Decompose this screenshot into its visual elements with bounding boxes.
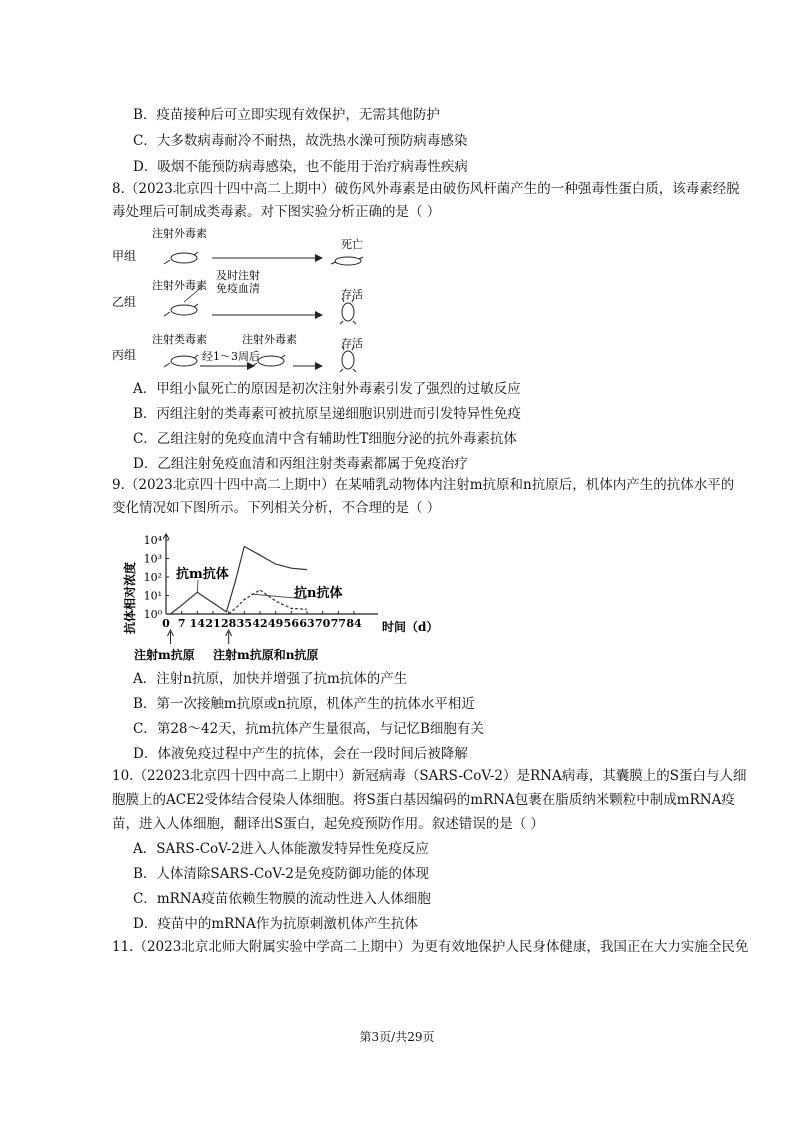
q10-stem-line3: 苗，进入人体细胞，翻译出S蛋白，起免疫预防作用。叙述错误的是（ ） (112, 816, 545, 832)
y-tick-label: 10² (143, 571, 162, 584)
g2-serum-line1: 及时注射 (216, 269, 260, 282)
x-tick-label: 35 (236, 617, 252, 630)
q10-option-a: A．SARS-CoV-2进入人体能激发特异性免疫反应 (133, 841, 429, 857)
g2-mouse-icon (164, 304, 198, 316)
x-tick-label: 14 (189, 617, 205, 630)
x-tick-label: 7 (177, 617, 186, 630)
x-tick-label: 77 (330, 617, 346, 630)
q8-option-a: A．甲组小鼠死亡的原因是初次注射外毒素引发了强烈的过敏反应 (133, 381, 521, 397)
g3-after-weeks: 经1～3周后 (202, 350, 260, 363)
g1-mouse-icon (164, 252, 198, 264)
g3-inject-toxoid: 注射类毒素 (152, 333, 207, 346)
group-jia-label: 甲组 (112, 249, 137, 263)
page-footer: 第3页/共29页 (359, 1030, 435, 1044)
x-tick-label: 70 (315, 617, 331, 630)
x-tick-label: 0 (162, 617, 170, 630)
g1-result-dead: 死亡 (341, 238, 363, 251)
q8-stem-line1: 8.（2023北京四十四中高二上期中）破伤风外毒素是由破伤风杆菌产生的一种强毒性蛋白质，该毒素经脱 (112, 181, 740, 197)
x-tick-label: 84 (346, 617, 362, 630)
q9-stem-line1: 9.（2023北京四十四中高二上期中）在某哺乳动物体内注射m抗原和n抗原后，机体内产生的抗体水平的 (112, 477, 735, 493)
x-tick-label: 63 (299, 617, 315, 630)
q8-option-d: D．乙组注射免疫血清和丙组注射类毒素都属于免疫治疗 (133, 456, 468, 472)
g3-result-alive: 存活 (341, 337, 363, 350)
y-tick-label: 10⁴ (143, 534, 162, 547)
q10-option-c: C．mRNA疫苗依赖生物膜的流动性进入人体细胞 (133, 891, 431, 907)
y-tick-label: 10³ (143, 552, 162, 566)
q7-option-c: C．大多数病毒耐冷不耐热，故洗热水澡可预防病毒感染 (133, 133, 468, 149)
q8-experiment-diagram (108, 222, 408, 372)
q11-stem-line1: 11.（2023北京北师大附属实验中学高二上期中）为更有效地保护人民身体健康，我国正在大力实施全民免 (112, 939, 749, 955)
q10-stem-line1: 10.（22023北京四十四中高二上期中）新冠病毒（SARS-CoV-2）是RNA病毒，其囊膜上的S蛋白与人细 (112, 768, 747, 784)
group-yi-label: 乙组 (112, 295, 137, 309)
g2-inject-exotoxin: 注射外毒素 (152, 279, 207, 292)
x-tick-label: 21 (205, 617, 221, 630)
q9-option-a: A．注射n抗原，加快并增强了抗m抗体的产生 (133, 671, 408, 687)
antibody-chart (116, 524, 446, 669)
q7-option-b: B．疫苗接种后可立即实现有效保护，无需其他防护 (133, 107, 440, 123)
q9-stem-line2: 变化情况如下图所示。下列相关分析，不合理的是（ ） (112, 500, 441, 516)
q7-option-d: D．吸烟不能预防病毒感染，也不能用于治疗病毒性疾病 (133, 159, 468, 175)
q8-stem-line2: 毒处理后可制成类毒素。对下图实验分析正确的是（ ） (112, 204, 441, 220)
series-label-anti-n: 抗n抗体 (294, 586, 343, 601)
y-tick-label: 10¹ (143, 589, 162, 603)
inject-mn-arrow (226, 630, 232, 644)
q8-option-c: C．乙组注射的免疫血清中含有辅助性T细胞分泌的抗外毒素抗体 (133, 431, 517, 447)
q10-option-b: B．人体清除SARS-CoV-2是免疫防御功能的体现 (133, 866, 430, 882)
q8-option-b: B．丙组注射的类毒素可被抗原呈递细胞识别进而引发特异性免疫 (133, 406, 521, 422)
x-tick-label: 28 (221, 617, 237, 630)
q10-option-d: D．疫苗中的mRNA作为抗原刺激机体产生抗体 (133, 916, 418, 932)
g1-inject-exotoxin: 注射外毒素 (152, 227, 207, 240)
g3-inject-exotoxin: 注射外毒素 (242, 333, 297, 346)
q9-option-d: D．体液免疫过程中产生的抗体，会在一段时间后被降解 (133, 746, 468, 762)
g3-mouse-icon-1 (164, 355, 198, 367)
chart-ylabel: 抗体相对浓度 (123, 561, 137, 635)
x-tick-label: 49 (268, 617, 284, 630)
q10-stem-line2: 胞膜上的ACE2受体结合侵染人体细胞。将S蛋白基因编码的mRNA包裹在脂质纳米颗粒中制成mRNA疫 (112, 792, 735, 808)
annot-inject-m-n: 注射m抗原和n抗原 (213, 648, 319, 662)
g2-serum-line2: 免疫血清 (216, 282, 260, 295)
chart-xlabel: 时间（d） (382, 620, 439, 634)
group-bing-label: 丙组 (112, 348, 137, 362)
x-tick-label: 56 (283, 617, 299, 630)
g2-result-alive: 存活 (341, 288, 363, 301)
y-tick-label: 10⁰ (143, 608, 162, 621)
g1-dead-mouse-icon (331, 257, 363, 265)
g2-alive-mouse-icon (340, 298, 356, 324)
x-tick-label: 42 (252, 617, 268, 630)
annot-inject-m: 注射m抗原 (134, 648, 195, 662)
series-label-anti-m: 抗m抗体 (176, 567, 229, 582)
q9-option-c: C．第28～42天，抗m抗体产生量很高，与记忆B细胞有关 (133, 721, 484, 737)
inject-m-arrow (167, 630, 173, 644)
q9-option-b: B．第一次接触m抗原或n抗原，机体产生的抗体水平相近 (133, 696, 475, 712)
